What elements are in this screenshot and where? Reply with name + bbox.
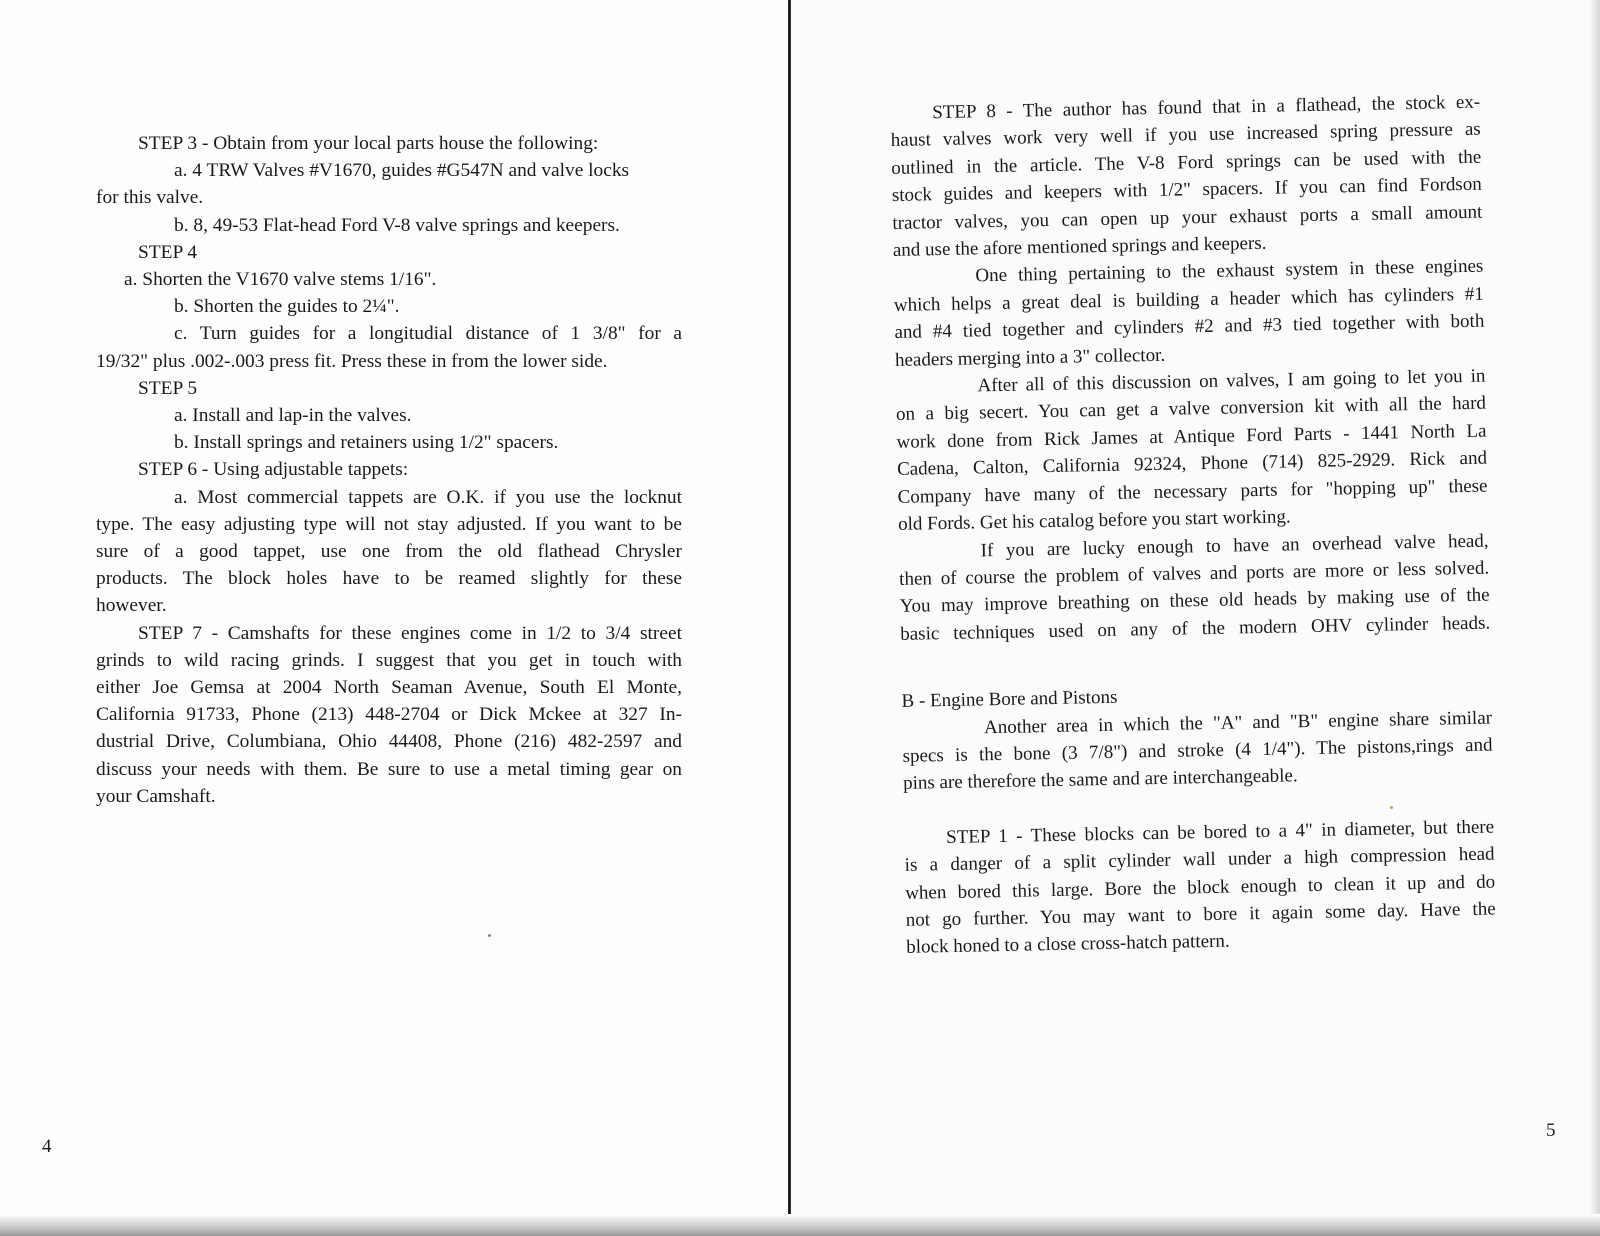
- text-line: block honed to a close cross-hatch pattern.: [906, 931, 1230, 959]
- text-line: specs is the bone (3 7/8") and stroke (4 1/4"). The pistons,rings and: [902, 734, 1493, 767]
- text-line: on a big secert. You can get a valve conversion kit with all the hard: [895, 393, 1487, 426]
- text-line: STEP 8 - The author has found that in a flathead, the stock ex-: [932, 91, 1481, 124]
- text-line: One thing pertaining to the exhaust system in these engines: [975, 256, 1484, 287]
- text-line: and use the afore mentioned springs and keepers.: [892, 232, 1267, 262]
- text-line: pins are therefore the same and are interchangeable.: [902, 765, 1298, 795]
- text-line: stock guides and keepers with 1/2" spacers. If you can find Fordson: [891, 173, 1482, 207]
- text-line: headers merging into a 3" collector.: [894, 344, 1166, 371]
- right-page-text: [890, 89, 1496, 962]
- text-line: STEP 5: [138, 377, 198, 399]
- text-line: either Joe Gemsa at 2004 North Seaman Avenue, South El Monte,: [96, 677, 682, 699]
- text-line: Company have many of the necessary parts for "hopping up" these: [897, 475, 1488, 508]
- text-line: If you are lucky enough to have an overhead valve head,: [980, 530, 1489, 561]
- text-line: products. The block holes have to be reamed slightly for these: [96, 568, 682, 590]
- text-line: STEP 4: [138, 241, 198, 263]
- text-line: California 91733, Phone (213) 448-2704 or Dick Mckee at 327 In-: [96, 704, 682, 726]
- page-number: 5: [1546, 1120, 1556, 1141]
- left-page: [0, 0, 790, 1236]
- text-line: a. Most commercial tappets are O.K. if you use the locknut: [174, 486, 682, 508]
- text-line: tractor valves, you can open up your exhaust ports a small amount: [892, 201, 1483, 234]
- text-line: STEP 7 - Camshafts for these engines come in 1/2 to 3/4 street: [138, 622, 682, 644]
- text-line: STEP 6 - Using adjustable tappets:: [138, 459, 409, 481]
- text-line: Another area in which the "A" and "B" engine share similar: [983, 707, 1493, 738]
- text-line: sure of a good tappet, use one from the old flathead Chrysler: [96, 541, 682, 563]
- text-line: a. 4 TRW Valves #V1670, guides #G547N and valve locks: [174, 160, 630, 182]
- text-line: old Fords. Get his catalog before you start working.: [897, 506, 1291, 536]
- text-line: Cadena, Calton, California 92324, Phone (714) 825-2929. Rick and: [896, 447, 1488, 481]
- text-line: your Camshaft.: [96, 785, 216, 807]
- text-line: however.: [96, 595, 167, 617]
- book-gutter: [788, 0, 791, 1236]
- text-line: STEP 3 - Obtain from your local parts house the following:: [138, 133, 599, 154]
- text-line: when bored this large. Bore the block enough to clean it up and do: [905, 871, 1496, 904]
- text-line: and #4 tied together and cylinders #2 and #3 tied together with both: [894, 310, 1485, 344]
- text-line: is a danger of a split cylinder wall under a high compression head: [904, 843, 1495, 877]
- text-line: b. Shorten the guides to 2¼".: [174, 296, 400, 318]
- left-page-text: [96, 130, 682, 810]
- section-heading: B - Engine Bore and Pistons: [901, 686, 1118, 713]
- page-edge-shadow: [1588, 0, 1600, 1236]
- text-line: which helps a great deal is building a header which has cylinders #1: [893, 283, 1485, 316]
- text-line: a. Shorten the V1670 valve stems 1/16".: [124, 269, 437, 291]
- text-line: outlined in the article. The V-8 Ford springs can be used with the: [891, 146, 1482, 179]
- text-line: grinds to wild racing grinds. I suggest that you get in touch with: [96, 649, 682, 671]
- text-line: basic techniques used on any of the modern OHV cylinder heads.: [900, 612, 1491, 645]
- text-line: dustrial Drive, Columbiana, Ohio 44408, Phone (216) 482-2597 and: [96, 731, 682, 753]
- text-line: c. Turn guides for a longitudial distance of 1 3/8" for a: [174, 323, 682, 345]
- text-line: for this valve.: [96, 187, 204, 209]
- text-line: After all of this discussion on valves, I am going to let you in: [977, 365, 1486, 397]
- text-line: b. 8, 49-53 Flat-head Ford V-8 valve springs and keepers.: [174, 214, 620, 236]
- text-line: haust valves work very well if you use increased spring pressure as: [890, 119, 1481, 152]
- text-line: STEP 1 - These blocks can be bored to a 4" in diameter, but there: [945, 816, 1495, 848]
- text-line: 19/32" plus .002-.003 press fit. Press these in from the lower side.: [96, 350, 608, 372]
- text-line: work done from Rick James at Antique Ford Parts - 1441 North La: [896, 420, 1487, 453]
- text-line: discuss your needs with them. Be sure to use a metal timing gear on: [96, 758, 682, 780]
- text-line: type. The easy adjusting type will not stay adjusted. If you want to be: [96, 513, 682, 535]
- text-line: You may improve breathing on these old heads by making use of the: [899, 584, 1490, 618]
- text-line: then of course the problem of valves and ports are more or less solved.: [899, 557, 1490, 590]
- page-bottom-shadow: [0, 1214, 1600, 1236]
- text-line: not go further. You may want to bore it again some day. Have the: [905, 898, 1496, 931]
- text-line: b. Install springs and retainers using 1/2" spacers.: [174, 432, 559, 454]
- paper-speck: [488, 934, 491, 937]
- page-number: 4: [42, 1136, 52, 1157]
- text-line: a. Install and lap-in the valves.: [174, 405, 412, 427]
